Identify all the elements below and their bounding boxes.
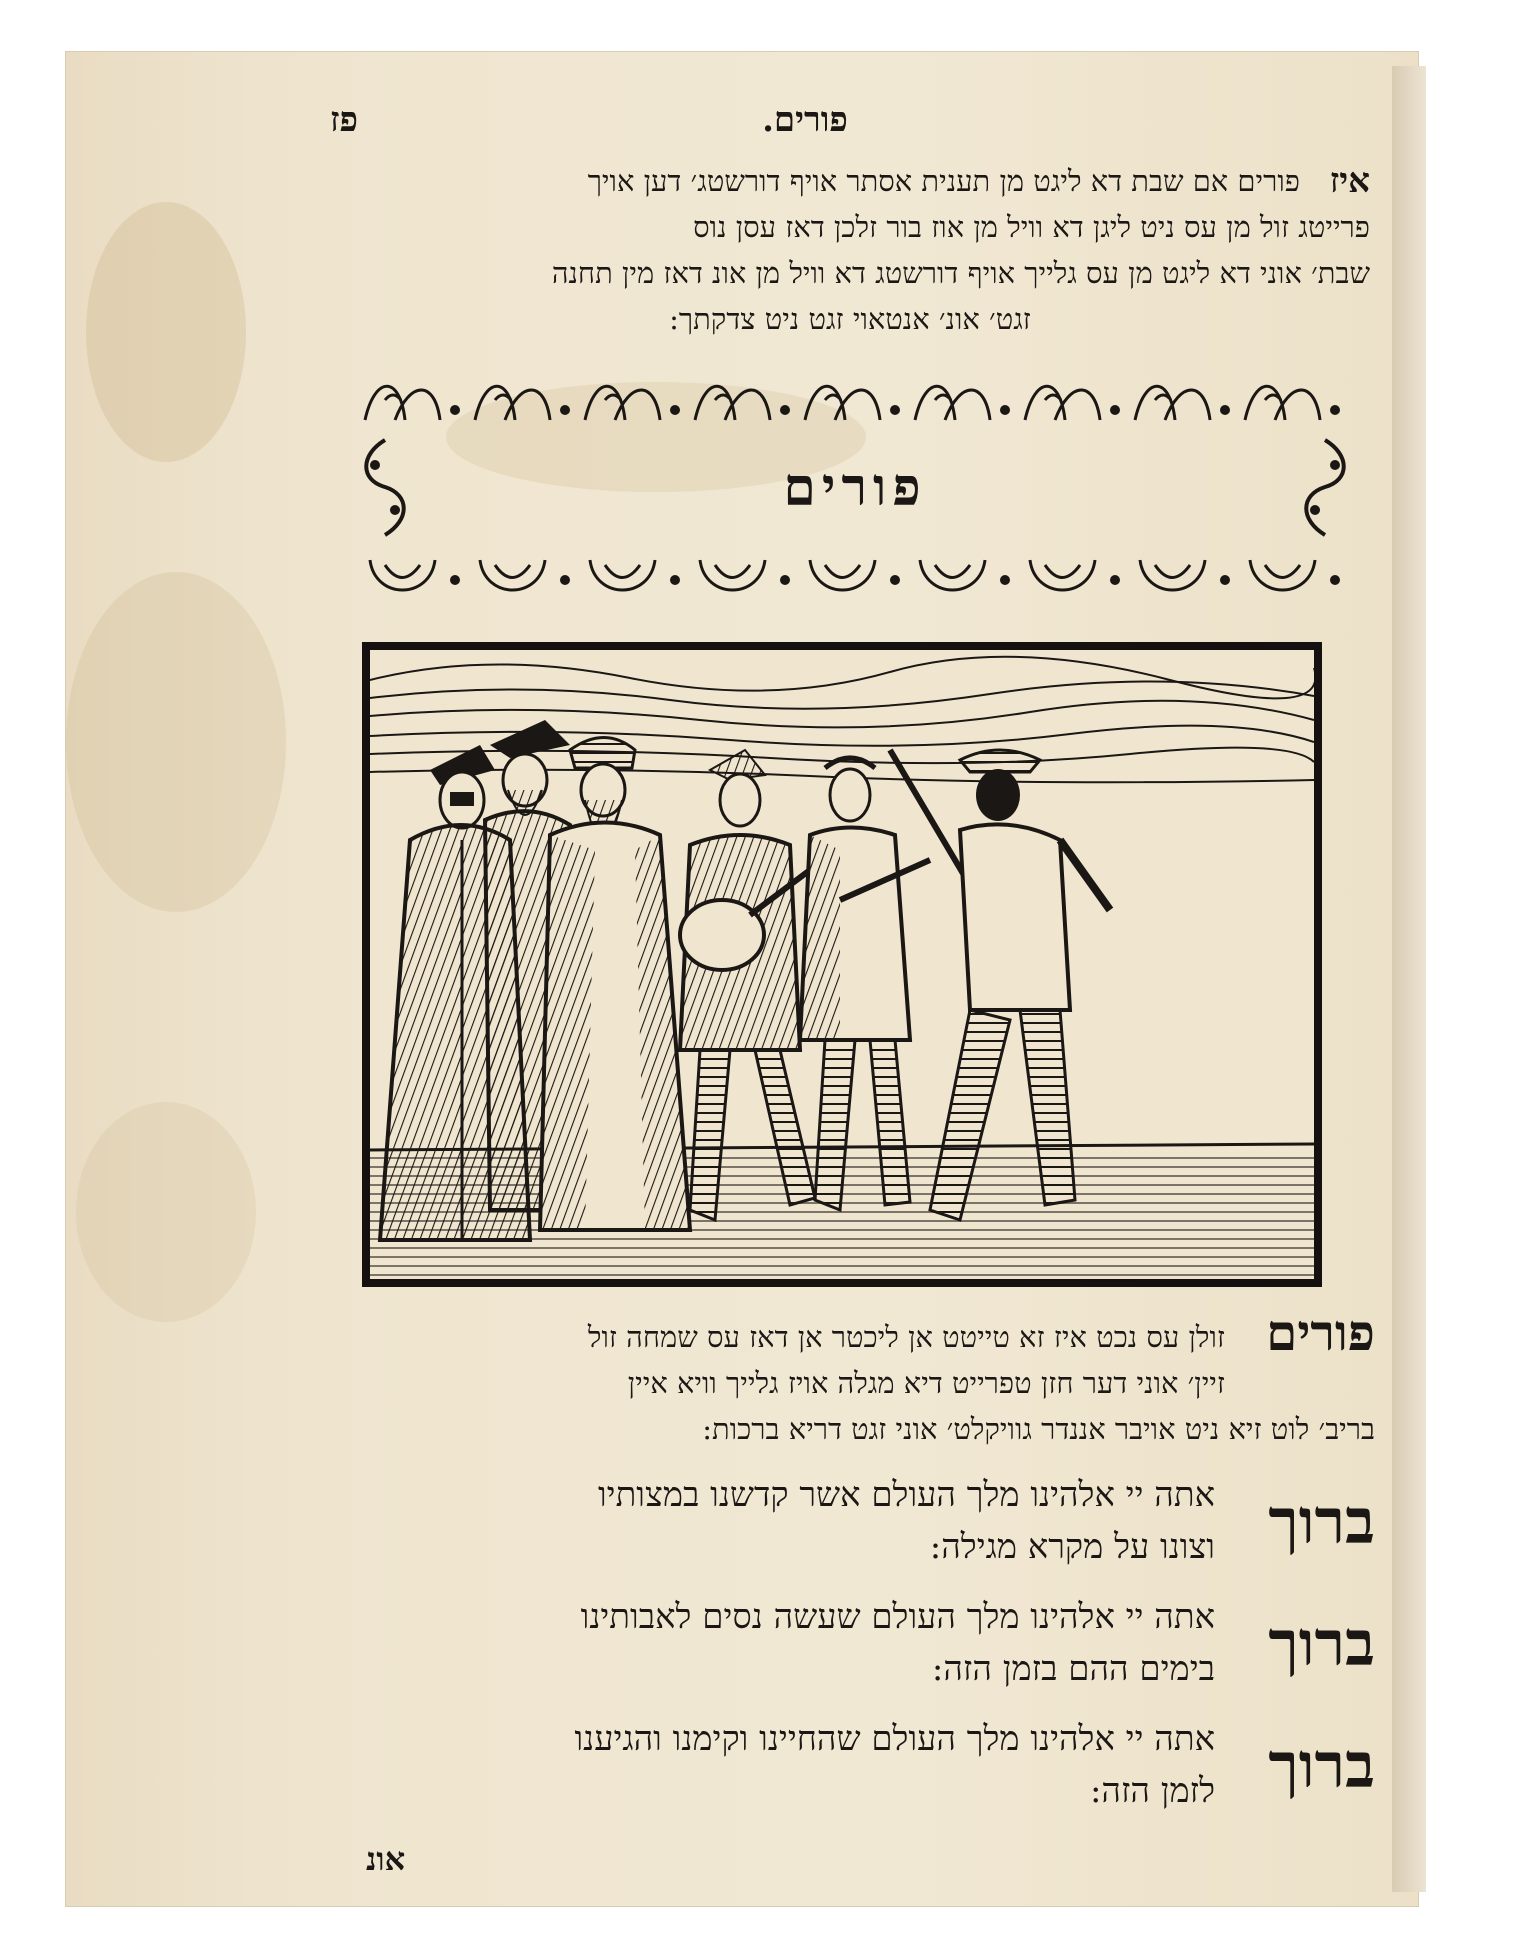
intro-line: פרייטג זול מן עס ניט ליגן דא וויל מן אוז בור זלכן דאז עסן נוס [693, 210, 1370, 244]
figure-violinist [800, 758, 930, 1210]
section-heading: פורים [783, 457, 927, 518]
intro-lead-word: איז [1329, 161, 1370, 201]
running-head [330, 100, 1280, 150]
purim-line: זולן עס נכט איז זא טייטט אן ליכטר אן דאז עס שמחה זול [587, 1320, 1225, 1354]
blessing-line: אתה יי אלהינו מלך העולם שהחיינו וקימנו והגיענו [574, 1719, 1215, 1759]
figure-robed-elder [540, 738, 690, 1231]
blessing [330, 1719, 1375, 1859]
ornament-border-right [1295, 435, 1355, 540]
blessing-lead-word: ברוך [1268, 1729, 1375, 1802]
woodcut-illustration [362, 642, 1322, 1287]
ornament-border-left [355, 435, 415, 540]
ornament-border-bottom [355, 540, 1355, 610]
intro-line: פורים אם שבת דא ליגט מן תענית אסתר אויף דורשטג׳ דען אויך [587, 164, 1300, 198]
paper-stain [86, 202, 246, 462]
purim-line: זיין׳ אוני דער חזן טפרייט דיא מגלה אויז גלייך וויא איין [627, 1366, 1225, 1400]
woodcut-scene [370, 650, 1314, 1279]
purim-line-tail: בריב׳ לוט זיא ניט אויבר אננדר גוויקלט׳ אוני זגט דריא ברכות: [702, 1412, 1375, 1446]
ornament-frame [355, 365, 1355, 610]
intro-paragraph [330, 158, 1370, 342]
paper-stain [66, 572, 286, 912]
purim-lead-word: פורים [1266, 1303, 1375, 1362]
blessing [330, 1597, 1375, 1737]
blessing-lead-word: ברוך [1268, 1607, 1375, 1680]
ornament-border-top [355, 365, 1355, 435]
running-title: פורים. [762, 100, 848, 140]
paper-stain [76, 1102, 256, 1322]
blessing [330, 1475, 1375, 1615]
intro-line: שבת׳ אוני דא ליגט מן עס גלייך אויף דורשטג דא וויל מן אונ דאז מין תחנה [551, 256, 1370, 290]
purim-lines [325, 1314, 1225, 1406]
blessing-line: אתה יי אלהינו מלך העולם אשר קדשנו במצותיו [597, 1475, 1215, 1515]
blessing-line: וצונו על מקרא מגילה: [929, 1527, 1215, 1567]
page-edge [1392, 66, 1426, 1892]
folio-number: פז [330, 100, 358, 140]
blessing-line: לזמן הזה: [1089, 1771, 1215, 1811]
blessing-lead-word: ברוך [1268, 1485, 1375, 1558]
figure-masked-dancer [890, 750, 1110, 1220]
intro-line: זגט׳ אונ׳ אנטאוי זגט ניט צדקתך: [669, 302, 1031, 336]
blessing-line: בימים ההם בזמן הזה: [931, 1649, 1215, 1689]
catchword: אונ [366, 1840, 406, 1878]
blessing-line: אתה יי אלהינו מלך העולם שעשה נסים לאבותינו [580, 1597, 1215, 1637]
